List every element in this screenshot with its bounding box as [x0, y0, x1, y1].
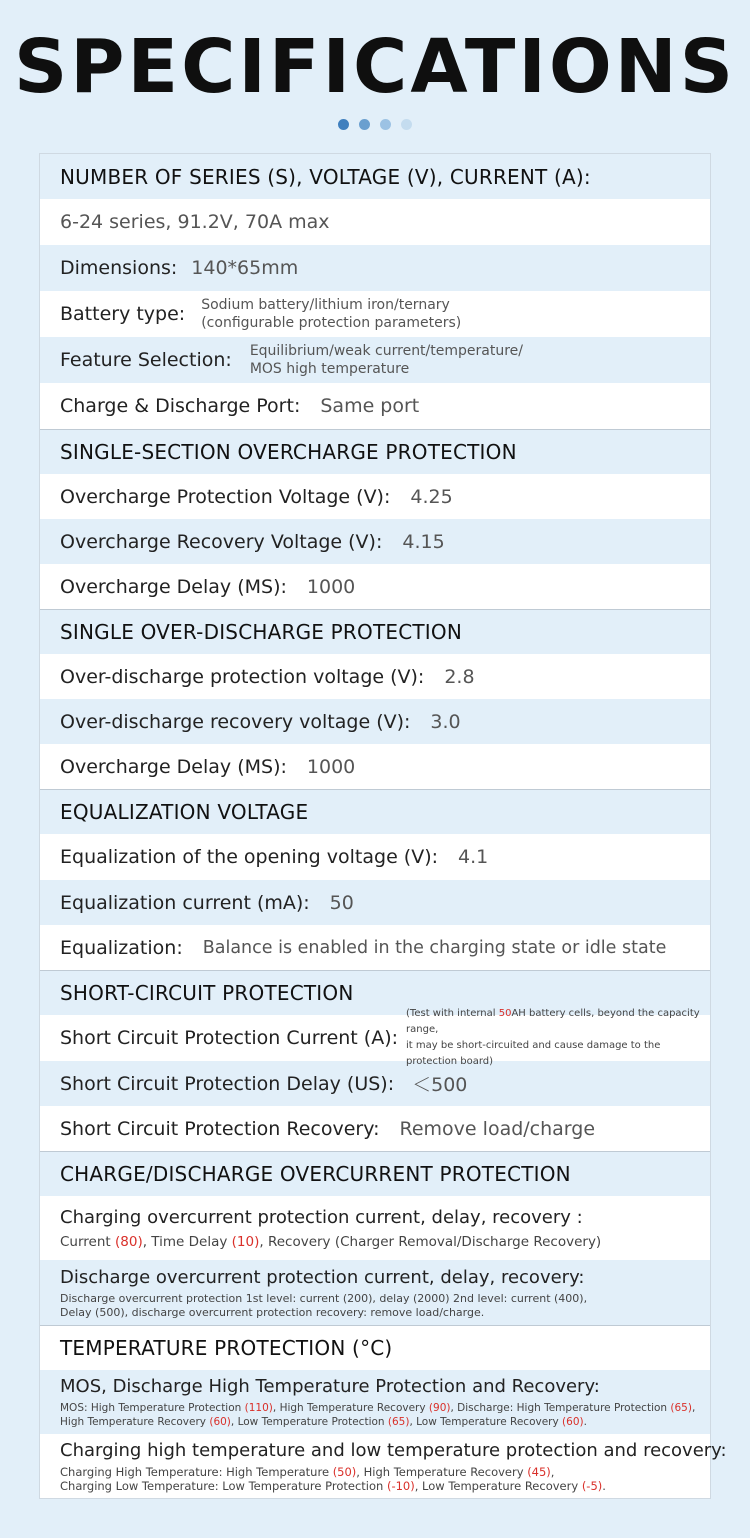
- spec-note: [406, 1006, 710, 1070]
- spec-value: 4.1: [458, 846, 489, 868]
- spec-value: ＜500: [412, 1074, 468, 1096]
- spec-label: Charging high temperature and low temperature protection and recovery:: [60, 1440, 727, 1461]
- spec-label: Overcharge Delay (MS):: [60, 575, 287, 598]
- detail-text: ,: [691, 1402, 696, 1414]
- detail-text: Current: [60, 1234, 115, 1250]
- page-title: SPECIFICATIONS: [14, 24, 736, 110]
- spec-row-battery-type: [40, 291, 710, 337]
- spec-row: [40, 925, 710, 970]
- spec-row: [40, 654, 710, 699]
- spec-label: Equalization of the opening voltage (V):: [60, 846, 439, 868]
- spec-value: Same port: [320, 395, 420, 417]
- spec-label: Equalization current (mA):: [60, 891, 310, 914]
- section-title: SHORT-CIRCUIT PROTECTION: [60, 981, 354, 1005]
- spec-label: Over-discharge recovery voltage (V):: [60, 710, 411, 733]
- detail-text: , Discharge: High Temperature Protection: [450, 1402, 671, 1414]
- spec-row-mos-temperature: [40, 1370, 710, 1434]
- spec-block: [60, 1266, 587, 1320]
- spec-detail: [60, 1479, 727, 1493]
- spec-label: Overcharge Protection Voltage (V):: [60, 485, 391, 508]
- detail-text: , High Temperature Recovery: [356, 1465, 528, 1479]
- spec-detail: Delay (500), discharge overcurrent protection recovery: remove load/charge.: [60, 1305, 485, 1319]
- detail-highlight: (65): [670, 1402, 692, 1414]
- spec-value: Remove load/charge: [399, 1117, 596, 1140]
- spec-value-line: MOS high temperature: [249, 361, 410, 377]
- detail-highlight: (110): [244, 1402, 273, 1414]
- detail-highlight: (80): [115, 1234, 143, 1250]
- detail-highlight: (60): [562, 1416, 584, 1428]
- detail-text: , Low Temperature Protection: [230, 1416, 388, 1428]
- spec-value: 4.15: [402, 530, 445, 553]
- spec-block: [60, 1439, 727, 1493]
- spec-detail: [60, 1401, 695, 1415]
- detail-text: , Time Delay: [142, 1234, 232, 1250]
- section-header-overcurrent: [40, 1151, 710, 1196]
- pagination-dots: [0, 119, 750, 130]
- spec-value: 140*65mm: [191, 257, 299, 279]
- detail-text: , Low Temperature Recovery: [409, 1416, 563, 1428]
- spec-row-dimensions: [40, 245, 710, 291]
- spec-row: [40, 474, 710, 519]
- detail-text: , Recovery (Charger Removal/Discharge Recovery): [259, 1234, 602, 1250]
- note-highlight: 50: [498, 1008, 512, 1019]
- detail-highlight: (45): [527, 1465, 551, 1479]
- spec-value: 1000: [306, 575, 356, 598]
- detail-highlight: (90): [428, 1402, 451, 1414]
- spec-label: Overcharge Delay (MS):: [60, 755, 287, 778]
- section-title: NUMBER OF SERIES (S), VOLTAGE (V), CURRENT (A):: [60, 164, 591, 189]
- spec-value-line: Sodium battery/lithium iron/ternary: [201, 297, 450, 313]
- spec-row-summary: [40, 199, 710, 245]
- detail-text: .: [583, 1416, 587, 1428]
- pagination-dot: [401, 119, 412, 130]
- detail-text: High Temperature Recovery: [60, 1416, 210, 1428]
- detail-text: , High Temperature Recovery: [272, 1402, 429, 1414]
- spec-row: [40, 699, 710, 744]
- section-header-equalization: [40, 789, 710, 834]
- section-header-overcharge: [40, 429, 710, 474]
- spec-label: Overcharge Recovery Voltage (V):: [60, 530, 383, 553]
- spec-value-line: (configurable protection parameters): [201, 315, 462, 331]
- spec-label: Short Circuit Protection Delay (US):: [60, 1072, 395, 1095]
- section-title: SINGLE OVER-DISCHARGE PROTECTION: [60, 620, 463, 644]
- spec-row: [40, 519, 710, 564]
- spec-detail: [60, 1234, 601, 1250]
- spec-row: [40, 834, 710, 880]
- spec-value: 50: [329, 891, 354, 914]
- section-title: EQUALIZATION VOLTAGE: [60, 800, 309, 824]
- detail-text: ,: [550, 1465, 555, 1479]
- detail-highlight: (-5): [581, 1479, 603, 1493]
- detail-highlight: (10): [231, 1234, 260, 1250]
- detail-highlight: (-10): [386, 1479, 415, 1493]
- detail-highlight: (65): [387, 1416, 410, 1428]
- spec-value: 3.0: [430, 710, 461, 733]
- spec-label: Charging overcurrent protection current, delay, recovery :: [60, 1207, 583, 1228]
- spec-row-port: [40, 383, 710, 429]
- pagination-dot: [359, 119, 370, 130]
- spec-detail: [60, 1415, 695, 1429]
- section-header-temperature: [40, 1325, 710, 1370]
- note-text: (Test with internal: [406, 1008, 499, 1019]
- spec-note-line: [406, 1006, 710, 1038]
- detail-highlight: (60): [209, 1416, 231, 1428]
- spec-value: 2.8: [444, 665, 475, 688]
- pagination-dot: [380, 119, 391, 130]
- spec-label: MOS, Discharge High Temperature Protection and Recovery:: [60, 1376, 600, 1397]
- section-header-overdischarge: [40, 609, 710, 654]
- detail-text: .: [602, 1479, 606, 1493]
- spec-label: Equalization:: [60, 936, 183, 959]
- spec-label: Discharge overcurrent protection current, delay, recovery:: [60, 1266, 585, 1288]
- spec-value: 4.25: [410, 485, 453, 508]
- spec-row: [40, 880, 710, 925]
- spec-value-line: Equilibrium/weak current/temperature/: [249, 343, 523, 359]
- detail-text: , Low Temperature Recovery: [414, 1479, 582, 1493]
- spec-value: 6-24 series, 91.2V, 70A max: [60, 211, 330, 233]
- spec-row-charging-overcurrent: [40, 1196, 710, 1260]
- spec-row: [40, 744, 710, 789]
- spec-label: Short Circuit Protection Current (A):: [60, 1027, 399, 1049]
- spec-note-line: it may be short-circuited and cause damage to the protection board): [406, 1040, 661, 1067]
- spec-label: Dimensions:: [60, 257, 178, 279]
- spec-value: Balance is enabled in the charging state or idle state: [202, 937, 667, 958]
- spec-row: [40, 564, 710, 609]
- detail-text: MOS: High Temperature Protection: [60, 1402, 245, 1414]
- section-header-series: [40, 154, 710, 199]
- pagination-dot: [338, 119, 349, 130]
- detail-text: Charging High Temperature: High Temperature: [60, 1465, 333, 1479]
- note-text: AH battery cells, beyond the capacity range,: [406, 1008, 700, 1035]
- detail-highlight: (50): [332, 1465, 357, 1479]
- spec-row-charging-temperature: [40, 1434, 727, 1498]
- detail-text: Charging Low Temperature: Low Temperature Protection: [60, 1479, 387, 1493]
- section-title: TEMPERATURE PROTECTION (°C): [60, 1336, 393, 1360]
- section-title: SINGLE-SECTION OVERCHARGE PROTECTION: [60, 440, 517, 464]
- spec-label: Over-discharge protection voltage (V):: [60, 665, 425, 688]
- spec-label: Battery type:: [60, 303, 186, 325]
- section-title: CHARGE/DISCHARGE OVERCURRENT PROTECTION: [60, 1162, 571, 1186]
- spec-label: Short Circuit Protection Recovery:: [60, 1117, 380, 1140]
- spec-row-discharge-overcurrent: [40, 1260, 710, 1325]
- spec-detail: Discharge overcurrent protection 1st level: current (200), delay (2000) 2nd level: current (400),: [60, 1291, 588, 1305]
- spec-row-feature-selection: [40, 337, 710, 383]
- spec-row-short-circuit-recovery: [40, 1106, 710, 1151]
- spec-value: [250, 342, 523, 378]
- spec-table: [39, 153, 727, 1499]
- spec-label: Feature Selection:: [60, 349, 232, 371]
- spec-detail: [60, 1465, 727, 1479]
- spec-value: 1000: [306, 755, 356, 778]
- spec-block: [60, 1375, 695, 1429]
- spec-block: [60, 1206, 601, 1250]
- spec-label: Charge & Discharge Port:: [60, 395, 301, 417]
- spec-row-short-circuit-current: [40, 1008, 710, 1067]
- spec-value: [201, 296, 461, 332]
